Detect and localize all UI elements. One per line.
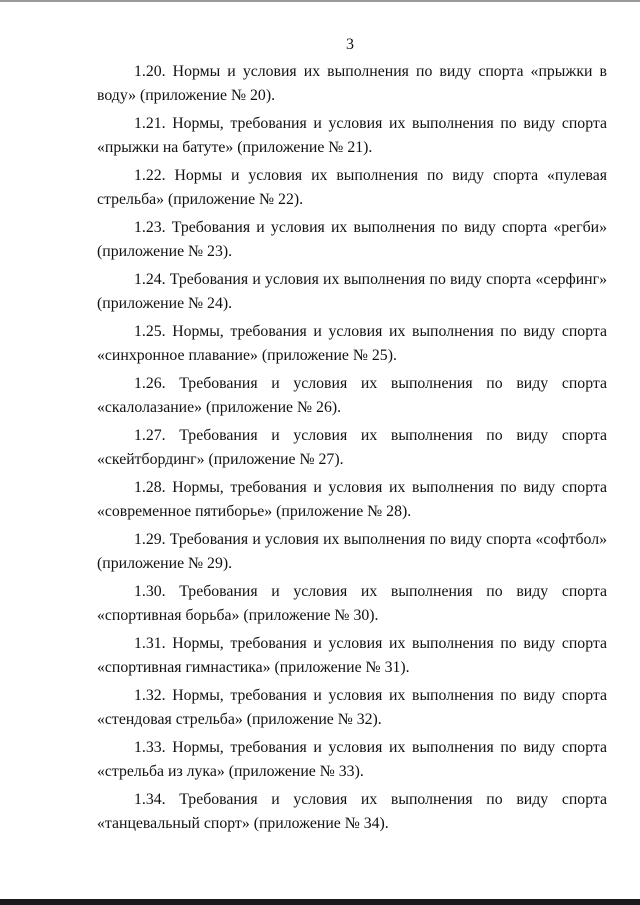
list-item: 1.33. Нормы, требования и условия их выполнения по виду спорта «стрельба из лука» (приложение № 33). xyxy=(97,739,607,780)
list-item: 1.30. Требования и условия их выполнения по виду спорта «спортивная борьба» (приложение № 30). xyxy=(97,583,607,624)
list-item: 1.31. Нормы, требования и условия их выполнения по виду спорта «спортивная гимнастика» (приложение № 31). xyxy=(97,635,607,676)
scan-top-edge xyxy=(0,0,640,2)
list-item: 1.23. Требования и условия их выполнения по виду спорта «регби» (приложение № 23). xyxy=(97,219,607,260)
list-item: 1.32. Нормы, требования и условия их выполнения по виду спорта «стендовая стрельба» (приложение № 32). xyxy=(97,687,607,728)
list-item: 1.24. Требования и условия их выполнения по виду спорта «серфинг» (приложение № 24). xyxy=(97,271,607,312)
document-body xyxy=(97,60,607,840)
list-item: 1.28. Нормы, требования и условия их выполнения по виду спорта «современное пятиборье» (приложение № 28). xyxy=(97,479,607,520)
list-item: 1.29. Требования и условия их выполнения по виду спорта «софтбол» (приложение № 29). xyxy=(97,531,607,572)
list-item: 1.27. Требования и условия их выполнения по виду спорта «скейтбординг» (приложение № 27). xyxy=(97,427,607,468)
list-item: 1.22. Нормы и условия их выполнения по виду спорта «пулевая стрельба» (приложение № 22). xyxy=(97,167,607,208)
list-item: 1.26. Требования и условия их выполнения по виду спорта «скалолазание» (приложение № 26). xyxy=(97,375,607,416)
list-item: 1.25. Нормы, требования и условия их выполнения по виду спорта «синхронное плавание» (приложение № 25). xyxy=(97,323,607,364)
page-number: 3 xyxy=(346,36,354,53)
list-item: 1.21. Нормы, требования и условия их выполнения по виду спорта «прыжки на батуте» (приложение № 21). xyxy=(97,115,607,156)
scan-bottom-edge xyxy=(0,899,640,905)
list-item: 1.34. Требования и условия их выполнения по виду спорта «танцевальный спорт» (приложение № 34). xyxy=(97,791,607,832)
list-item: 1.20. Нормы и условия их выполнения по виду спорта «прыжки в воду» (приложение № 20). xyxy=(97,63,607,104)
